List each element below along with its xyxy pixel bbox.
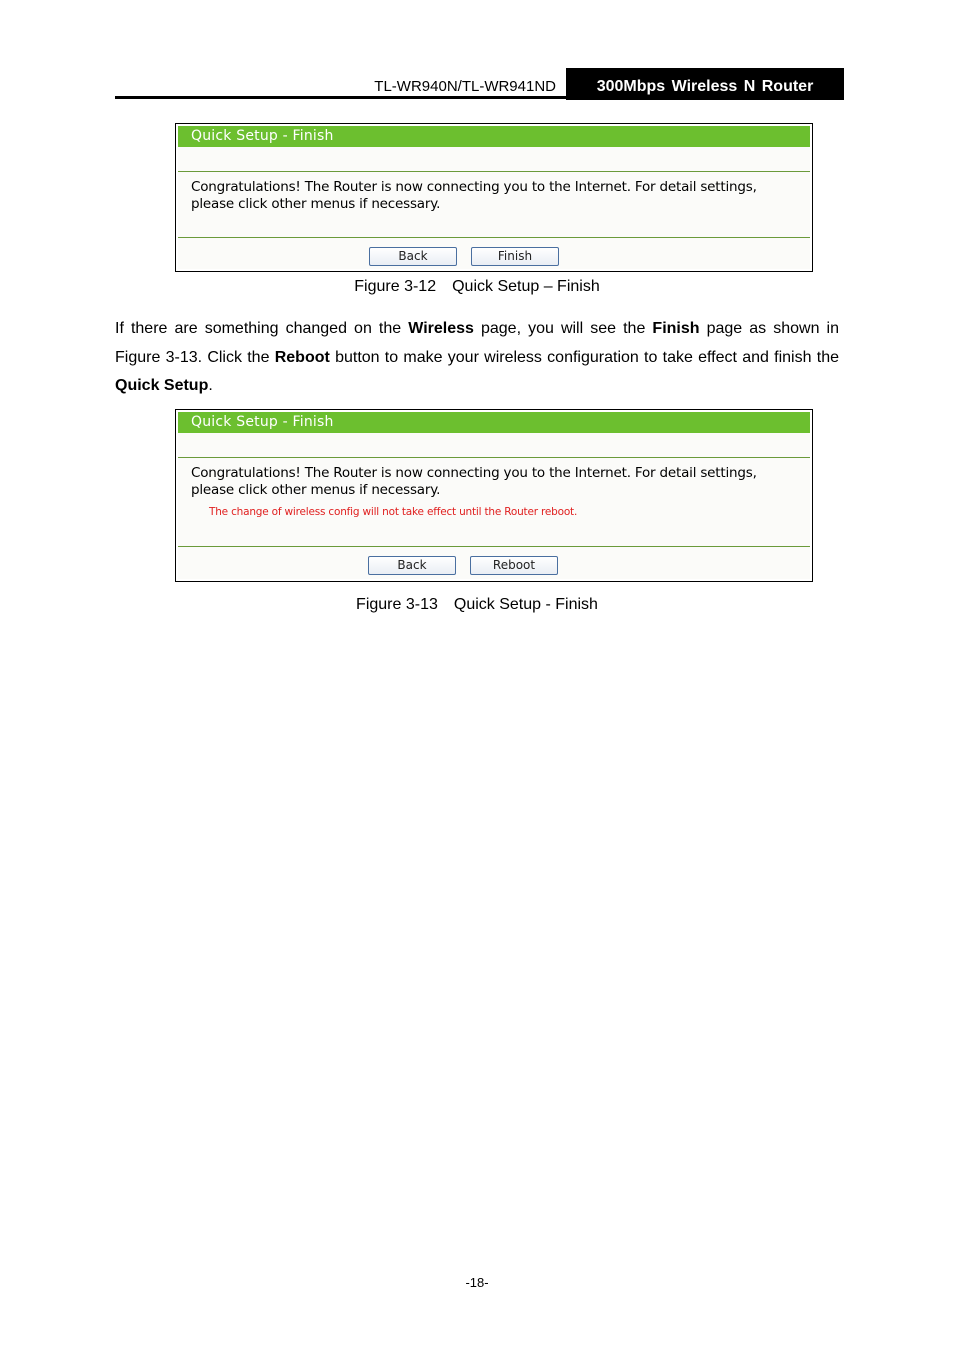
reboot-button[interactable]: Reboot <box>470 556 558 575</box>
reboot-warning-text: The change of wireless config will not take effect until the Router reboot. <box>209 506 578 518</box>
quick-setup-finish-panel-1 <box>175 123 813 272</box>
panel-divider-top <box>178 171 810 172</box>
paragraph-text: If there are something changed on the <box>115 320 409 337</box>
paragraph-bold-term: Quick Setup <box>115 377 209 394</box>
back-button[interactable]: Back <box>369 247 457 266</box>
back-button[interactable]: Back <box>368 556 456 575</box>
congratulations-message <box>191 465 757 499</box>
caption-text: Quick Setup - Finish <box>453 596 598 613</box>
finish-button[interactable]: Finish <box>471 247 559 266</box>
page-number: -18- <box>465 1275 489 1290</box>
header-rule <box>115 96 570 99</box>
quick-setup-finish-panel-2 <box>175 409 813 582</box>
figure-caption-1 <box>0 277 954 297</box>
document-model-name: TL-WR940N/TL-WR941ND <box>374 78 556 95</box>
caption-number: Figure 3-13 <box>356 596 438 613</box>
panel-divider-bottom <box>178 546 810 547</box>
paragraph-bold-term: Wireless <box>408 320 474 337</box>
caption-text: Quick Setup – Finish <box>452 278 600 295</box>
figure-caption-2 <box>0 595 954 615</box>
caption-number: Figure 3-12 <box>354 278 437 295</box>
panel-title: Quick Setup - Finish <box>178 412 810 433</box>
paragraph-text: . <box>208 377 213 394</box>
message-line-1: Congratulations! The Router is now connecting you to the Internet. For detail settings, <box>191 465 757 481</box>
paragraph-text: page, you will see the <box>473 320 653 337</box>
paragraph-bold-term: Finish <box>652 320 700 337</box>
message-line-2: please click other menus if necessary. <box>191 196 441 212</box>
message-line-1: Congratulations! The Router is now connecting you to the Internet. For detail settings, <box>191 179 757 195</box>
paragraph-text: button to make your wireless configuration to take effect and finish the <box>329 348 839 366</box>
panel-title: Quick Setup - Finish <box>178 126 810 147</box>
panel-divider-bottom <box>178 237 810 238</box>
panel-divider-top <box>178 457 810 458</box>
paragraph-bold-term: Reboot <box>274 348 330 366</box>
document-product-banner: 300Mbps Wireless N Router <box>566 68 844 100</box>
body-paragraph <box>115 315 839 401</box>
message-line-2: please click other menus if necessary. <box>191 482 441 498</box>
paragraph-text: page as shown in Figure 3-13. Click the <box>115 320 840 366</box>
congratulations-message <box>191 179 757 213</box>
